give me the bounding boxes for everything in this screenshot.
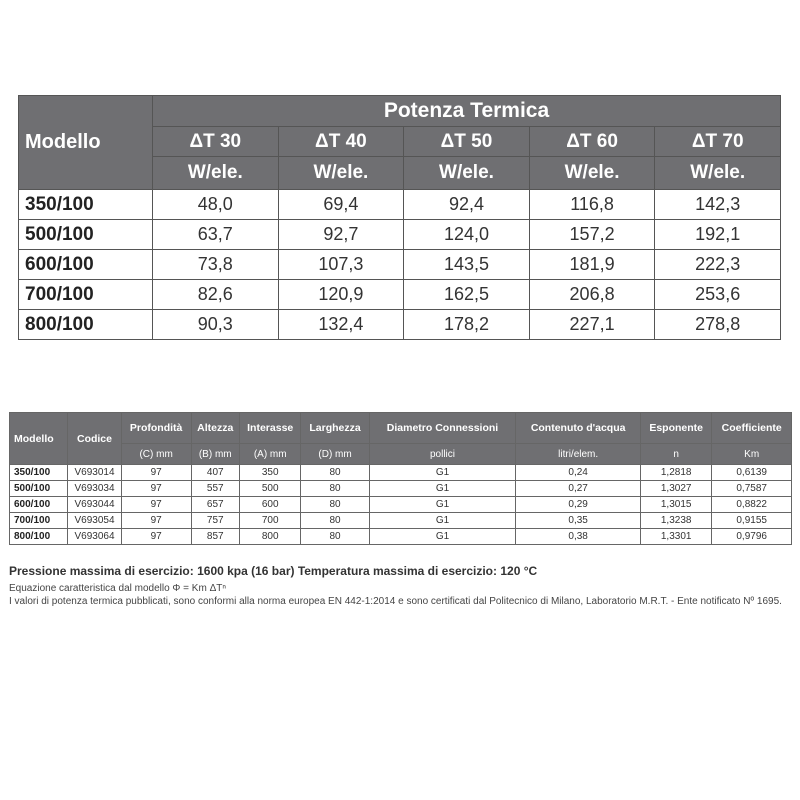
value-cell: 92,7 xyxy=(278,220,404,250)
value-cell: G1 xyxy=(369,481,516,497)
column-header-diametro-connessioni: Diametro Connessioni xyxy=(369,413,516,444)
model-cell: 700/100 xyxy=(10,513,68,529)
model-cell: 500/100 xyxy=(19,220,153,250)
column-header-dt70: ΔT 70 xyxy=(655,127,781,157)
value-cell: 1,3015 xyxy=(641,497,712,513)
table-row xyxy=(19,250,781,280)
value-cell: 63,7 xyxy=(153,220,279,250)
value-cell: 0,29 xyxy=(516,497,641,513)
unit-header: W/ele. xyxy=(153,157,279,190)
column-header-profondita: Profondità xyxy=(121,413,191,444)
technical-specs-table xyxy=(9,412,792,545)
value-cell: 557 xyxy=(191,481,239,497)
model-cell: 500/100 xyxy=(10,481,68,497)
value-cell: 0,35 xyxy=(516,513,641,529)
value-cell: 0,38 xyxy=(516,529,641,545)
column-header-codice: Codice xyxy=(68,413,122,465)
value-cell: 116,8 xyxy=(529,190,655,220)
column-header-larghezza: Larghezza xyxy=(301,413,369,444)
model-cell: 350/100 xyxy=(19,190,153,220)
model-cell: 350/100 xyxy=(10,465,68,481)
value-cell: 80 xyxy=(301,465,369,481)
unit-header: (A) mm xyxy=(239,444,300,465)
column-header-dt40: ΔT 40 xyxy=(278,127,404,157)
unit-header: (D) mm xyxy=(301,444,369,465)
column-header-altezza: Altezza xyxy=(191,413,239,444)
value-cell: 162,5 xyxy=(404,280,530,310)
column-header-modello: Modello xyxy=(10,413,68,465)
value-cell: 857 xyxy=(191,529,239,545)
value-cell: 657 xyxy=(191,497,239,513)
table-row xyxy=(19,220,781,250)
value-cell: 181,9 xyxy=(529,250,655,280)
value-cell: 178,2 xyxy=(404,310,530,340)
table-row xyxy=(10,465,792,481)
value-cell: G1 xyxy=(369,497,516,513)
value-cell: 157,2 xyxy=(529,220,655,250)
value-cell: 0,9155 xyxy=(712,513,792,529)
value-cell: 92,4 xyxy=(404,190,530,220)
value-cell: 80 xyxy=(301,481,369,497)
unit-header: W/ele. xyxy=(404,157,530,190)
code-cell: V693064 xyxy=(68,529,122,545)
value-cell: 206,8 xyxy=(529,280,655,310)
unit-header: W/ele. xyxy=(278,157,404,190)
code-cell: V693034 xyxy=(68,481,122,497)
value-cell: 1,3238 xyxy=(641,513,712,529)
value-cell: 97 xyxy=(121,497,191,513)
value-cell: 600 xyxy=(239,497,300,513)
unit-header: n xyxy=(641,444,712,465)
value-cell: 800 xyxy=(239,529,300,545)
value-cell: 278,8 xyxy=(655,310,781,340)
value-cell: 0,27 xyxy=(516,481,641,497)
value-cell: 82,6 xyxy=(153,280,279,310)
column-header-modello: Modello xyxy=(19,96,153,190)
thermal-power-table xyxy=(18,95,781,340)
value-cell: 143,5 xyxy=(404,250,530,280)
value-cell: 97 xyxy=(121,465,191,481)
value-cell: 192,1 xyxy=(655,220,781,250)
value-cell: 0,9796 xyxy=(712,529,792,545)
unit-header: Km xyxy=(712,444,792,465)
value-cell: 253,6 xyxy=(655,280,781,310)
table-row xyxy=(19,310,781,340)
model-cell: 600/100 xyxy=(10,497,68,513)
unit-header: pollici xyxy=(369,444,516,465)
unit-header: W/ele. xyxy=(529,157,655,190)
value-cell: 48,0 xyxy=(153,190,279,220)
value-cell: 0,7587 xyxy=(712,481,792,497)
value-cell: 90,3 xyxy=(153,310,279,340)
value-cell: G1 xyxy=(369,465,516,481)
value-cell: 124,0 xyxy=(404,220,530,250)
value-cell: 407 xyxy=(191,465,239,481)
column-header-contenuto-acqua: Contenuto d'acqua xyxy=(516,413,641,444)
code-cell: V693044 xyxy=(68,497,122,513)
code-cell: V693014 xyxy=(68,465,122,481)
value-cell: 700 xyxy=(239,513,300,529)
value-cell: 227,1 xyxy=(529,310,655,340)
value-cell: 80 xyxy=(301,529,369,545)
value-cell: 1,3301 xyxy=(641,529,712,545)
model-cell: 800/100 xyxy=(19,310,153,340)
table-row xyxy=(19,190,781,220)
value-cell: 97 xyxy=(121,481,191,497)
value-cell: 97 xyxy=(121,513,191,529)
certification-note: I valori di potenza termica pubblicati, sono conformi alla norma europea EN 442-1:2014 e sono certificati dal Politecnico di Milano, Laboratorio M.R.T. - Ente notificato Nº 1695. xyxy=(9,596,782,607)
value-cell: 1,3027 xyxy=(641,481,712,497)
value-cell: 80 xyxy=(301,513,369,529)
value-cell: 97 xyxy=(121,529,191,545)
value-cell: 73,8 xyxy=(153,250,279,280)
column-header-dt30: ΔT 30 xyxy=(153,127,279,157)
value-cell: 132,4 xyxy=(278,310,404,340)
value-cell: 120,9 xyxy=(278,280,404,310)
model-cell: 800/100 xyxy=(10,529,68,545)
column-header-esponente: Esponente xyxy=(641,413,712,444)
value-cell: 0,8822 xyxy=(712,497,792,513)
model-cell: 600/100 xyxy=(19,250,153,280)
unit-header: (C) mm xyxy=(121,444,191,465)
value-cell: 222,3 xyxy=(655,250,781,280)
value-cell: 1,2818 xyxy=(641,465,712,481)
value-cell: 350 xyxy=(239,465,300,481)
pressure-temperature-note: Pressione massima di esercizio: 1600 kpa (16 bar) Temperatura massima di esercizio: 120 °C xyxy=(9,564,538,578)
value-cell: 80 xyxy=(301,497,369,513)
table-row xyxy=(10,481,792,497)
value-cell: 142,3 xyxy=(655,190,781,220)
value-cell: 0,6139 xyxy=(712,465,792,481)
unit-header: (B) mm xyxy=(191,444,239,465)
equation-note: Equazione caratteristica dal modello Φ = Km ΔTⁿ xyxy=(9,583,227,594)
value-cell: 500 xyxy=(239,481,300,497)
value-cell: 0,24 xyxy=(516,465,641,481)
value-cell: 107,3 xyxy=(278,250,404,280)
value-cell: 757 xyxy=(191,513,239,529)
table-row xyxy=(10,513,792,529)
column-header-interasse: Interasse xyxy=(239,413,300,444)
value-cell: G1 xyxy=(369,529,516,545)
table-row xyxy=(10,497,792,513)
table-row xyxy=(19,280,781,310)
table-row xyxy=(10,529,792,545)
column-header-dt50: ΔT 50 xyxy=(404,127,530,157)
column-header-coefficiente: Coefficiente xyxy=(712,413,792,444)
column-header-dt60: ΔT 60 xyxy=(529,127,655,157)
unit-header: W/ele. xyxy=(655,157,781,190)
column-header-potenza-termica: Potenza Termica xyxy=(153,96,781,127)
unit-header: litri/elem. xyxy=(516,444,641,465)
value-cell: G1 xyxy=(369,513,516,529)
code-cell: V693054 xyxy=(68,513,122,529)
value-cell: 69,4 xyxy=(278,190,404,220)
model-cell: 700/100 xyxy=(19,280,153,310)
notes-section xyxy=(9,564,794,608)
